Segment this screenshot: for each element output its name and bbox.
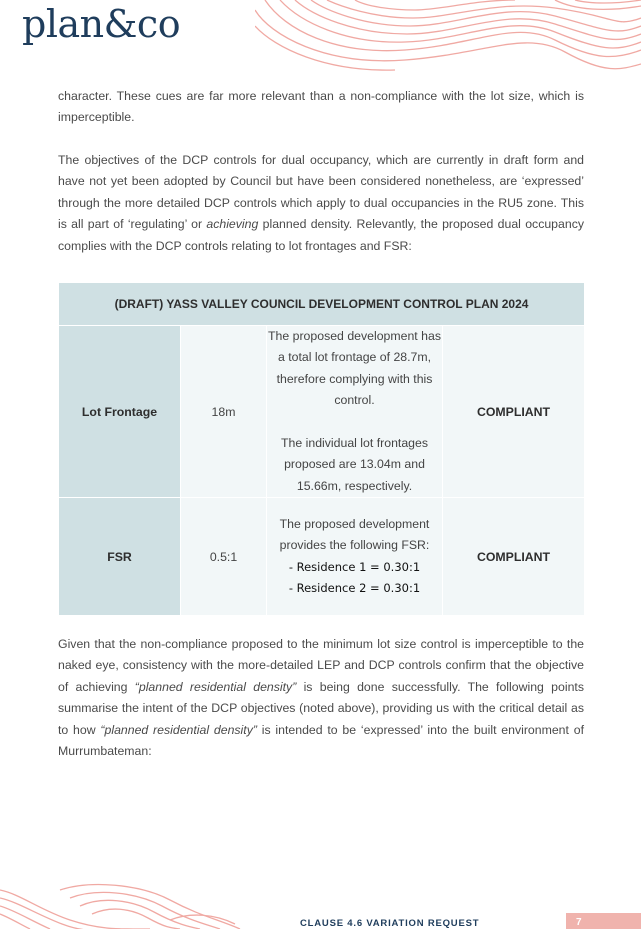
paragraph-text: character. These cues are far more relevant than a non-compliance with the lot size, which is imperceptible. <box>58 89 584 125</box>
row-label: FSR <box>59 498 181 616</box>
emphasis-text: achieving <box>206 217 259 232</box>
emphasis-text: “planned residential density” <box>100 722 257 737</box>
description-text: The proposed development has a total lot frontage of 28.7m, therefore complying with this control. <box>268 329 441 408</box>
paragraph-conclusion <box>58 634 584 762</box>
table-title: (DRAFT) YASS VALLEY COUNCIL DEVELOPMENT CONTROL PLAN 2024 <box>59 283 585 326</box>
footer-document-title: CLAUSE 4.6 VARIATION REQUEST <box>300 918 480 929</box>
paragraph-intro <box>58 86 584 129</box>
page-number: 7 <box>576 917 582 928</box>
table-header-row <box>59 283 585 326</box>
row-description <box>267 498 443 616</box>
description-text: The individual lot frontages proposed are 13.04m and 15.66m, respectively. <box>281 435 428 493</box>
row-description <box>267 326 443 498</box>
description-text: The proposed development provides the following FSR: <box>279 516 430 553</box>
row-control-value: 18m <box>181 326 267 498</box>
row-control-value: 0.5:1 <box>181 498 267 616</box>
status-badge: COMPLIANT <box>443 498 585 616</box>
paragraph-dcp-objectives <box>58 150 584 257</box>
logo: plan&co <box>22 2 181 46</box>
dcp-compliance-table <box>58 282 585 616</box>
table-row <box>59 498 585 616</box>
table-row <box>59 326 585 498</box>
emphasis-text: “planned residential density” <box>134 679 297 694</box>
status-badge: COMPLIANT <box>443 326 585 498</box>
paragraph-text: Given that the non-compliance proposed to the minimum lot size control is imperceptible to the naked eye, consistency with the more-detailed LEP and DCP controls confirm that the objective of achieving <box>58 637 584 694</box>
paragraph-text: is being done successfully. The following points summarise the intent of the DCP objectives (noted above), providing us with the critical detail as to how <box>58 679 584 737</box>
paragraph-text: The objectives of the DCP controls for dual occupancy, which are currently in draft form and have not yet been adopted by Council but have been considered nonetheless, are ‘expressed’ through the more detailed DCP controls which apply to dual occupancies in the RU5 zone. This is all part of ‘regulating’ or <box>58 153 584 232</box>
topographic-footer-graphic <box>0 880 300 929</box>
paragraph-text: is intended to be ‘expressed’ into the built environment of Murrumbateman: <box>58 722 584 759</box>
topographic-header-graphic <box>255 0 641 72</box>
row-label: Lot Frontage <box>59 326 181 498</box>
paragraph-text: planned density. Relevantly, the proposed dual occupancy complies with the DCP controls relating to lot frontages and FSR: <box>58 217 584 253</box>
fsr-bullet: - Residence 1 = 0.30:1 <box>288 559 421 574</box>
fsr-bullet: - Residence 2 = 0.30:1 <box>288 580 421 595</box>
